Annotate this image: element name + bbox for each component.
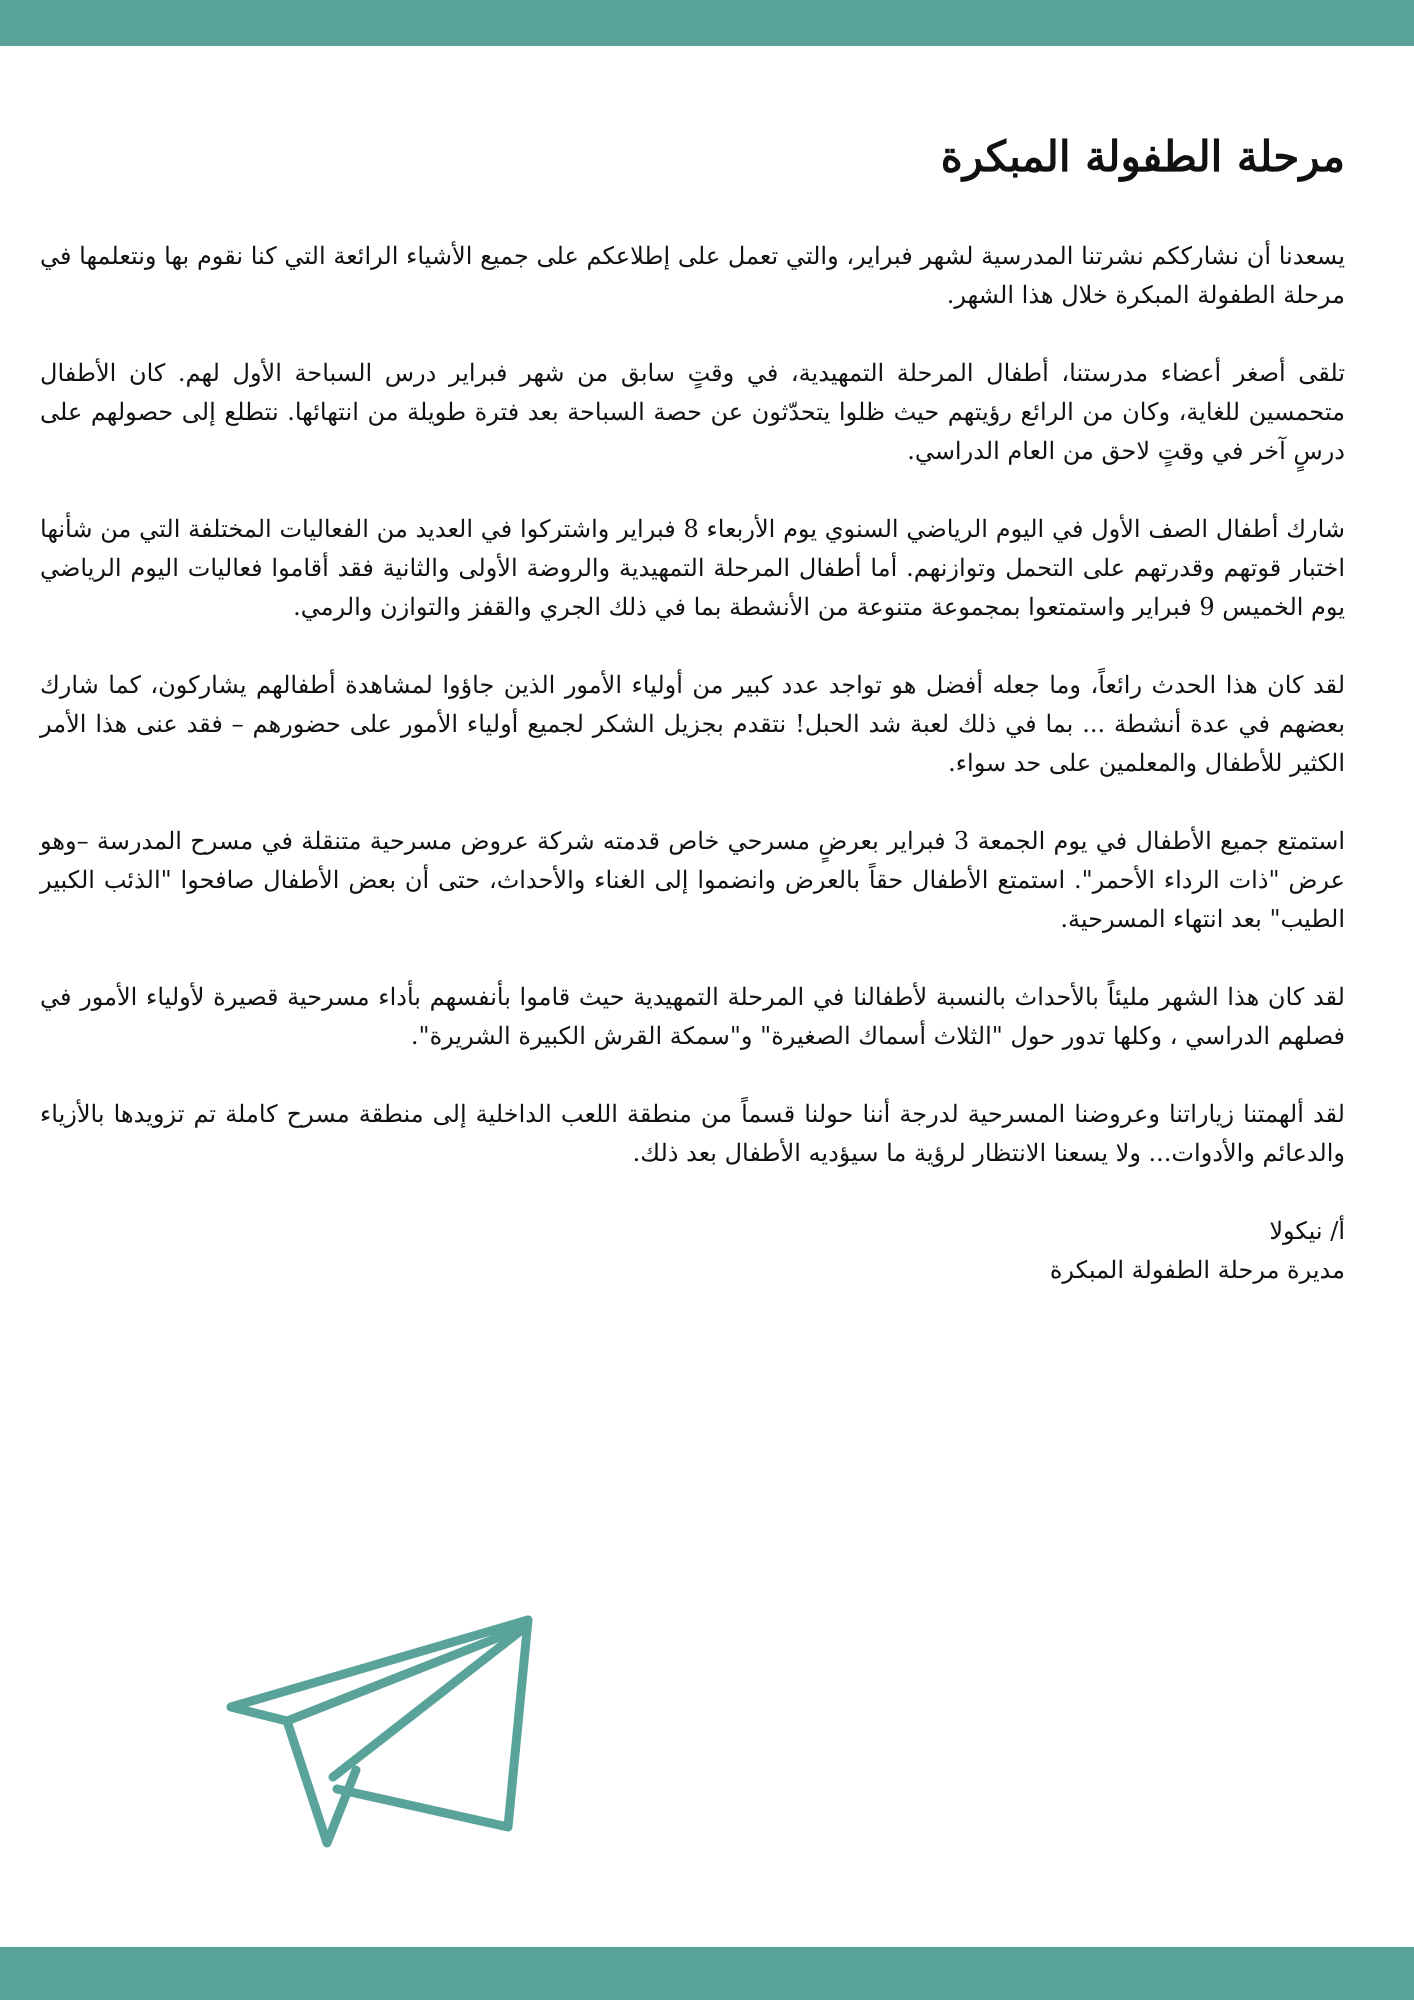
parents-thanks-paragraph: لقد كان هذا الحدث رائعاً، وما جعله أفضل هو تواجد عدد كبير من أولياء الأمور الذين جاؤوا لمشاهدة أطفالهم يشاركون، كما شارك بعضهم في عدة أنشطة ... بما في ذلك لعبة شد الحبل! نتقدم بجزيل الشكر لجميع أولياء الأمور على حضورهم – فقد عنى هذا الأمر الكثير للأطفال والمعلمين على حد سواء. bbox=[40, 670, 1345, 777]
theatre-show-paragraph: استمتع جميع الأطفال في يوم الجمعة 3 فبراير بعرضٍ مسرحي خاص قدمته شركة عروض مسرحية متنقلة في مسرح المدرسة –وهو عرض "ذات الرداء الأحمر". استمتع الأطفال حقاً بالعرض وانضموا إلى الغناء والأحداث، حتى أن بعض الأطفال صافحوا "الذئب الكبير الطيب" بعد انتهاء المسرحية. bbox=[40, 826, 1346, 933]
swimming-paragraph: تلقى أصغر أعضاء مدرستنا، أطفال المرحلة التمهيدية، في وقتٍ سابق من شهر فبراير درس السباحة الأول لهم. كان الأطفال متحمسين للغاية، وكان من الرائع رؤيتهم حيث ظلوا يتحدّثون عن حصة السباحة بعد فترة طويلة من انتهائها. نتطلع إلى حصولهم على درسٍ آخر في وقتٍ لاحق من العام الدراسي. bbox=[40, 358, 1345, 465]
top-accent-band bbox=[0, 0, 1414, 46]
signature-block bbox=[40, 1212, 1345, 1290]
signature-role: مديرة مرحلة الطفولة المبكرة bbox=[1049, 1255, 1345, 1284]
class-play-paragraph: لقد كان هذا الشهر مليئاً بالأحداث بالنسبة لأطفالنا في المرحلة التمهيدية حيث قاموا بأنفسهم بأداء مسرحية قصيرة لأولياء الأمور في فصلهم الدراسي ، وكلها تدور حول "الثلاث أسماك الصغيرة" و"سمكة القرش الكبيرة الشريرة". bbox=[40, 982, 1345, 1050]
intro-paragraph: يسعدنا أن نشارككم نشرتنا المدرسية لشهر فبراير، والتي تعمل على إطلاعكم على جميع الأشياء الرائعة التي كنا نقوم بها ونتعلمها في مرحلة الطفولة المبكرة خلال هذا الشهر. bbox=[40, 241, 1345, 309]
newsletter-body bbox=[40, 130, 1345, 1290]
bottom-accent-band bbox=[0, 1947, 1414, 2000]
paper-plane-icon bbox=[225, 1615, 535, 1860]
signature-name: أ/ نيكولا bbox=[1269, 1216, 1345, 1245]
theatre-area-paragraph: لقد ألهمتنا زياراتنا وعروضنا المسرحية لدرجة أننا حولنا قسماً من منطقة اللعب الداخلية إلى منطقة مسرح كاملة تم تزويدها بالأزياء والدعائم والأدوات... ولا يسعنا الانتظار لرؤية ما سيؤديه الأطفال بعد ذلك. bbox=[40, 1099, 1345, 1167]
page-title: مرحلة الطفولة المبكرة bbox=[940, 132, 1345, 181]
sports-day-paragraph: شارك أطفال الصف الأول في اليوم الرياضي السنوي يوم الأربعاء 8 فبراير واشتركوا في العديد من الفعاليات المختلفة التي من شأنها اختبار قوتهم وقدرتهم على التحمل وتوازنهم. أما أطفال المرحلة التمهيدية والروضة الأولى والثانية فقد أقاموا فعاليات اليوم الرياضي يوم الخميس 9 فبراير واستمتعوا بمجموعة متنوعة من الأنشطة بما في ذلك الجري والقفز والتوازن والرمي. bbox=[40, 514, 1345, 621]
